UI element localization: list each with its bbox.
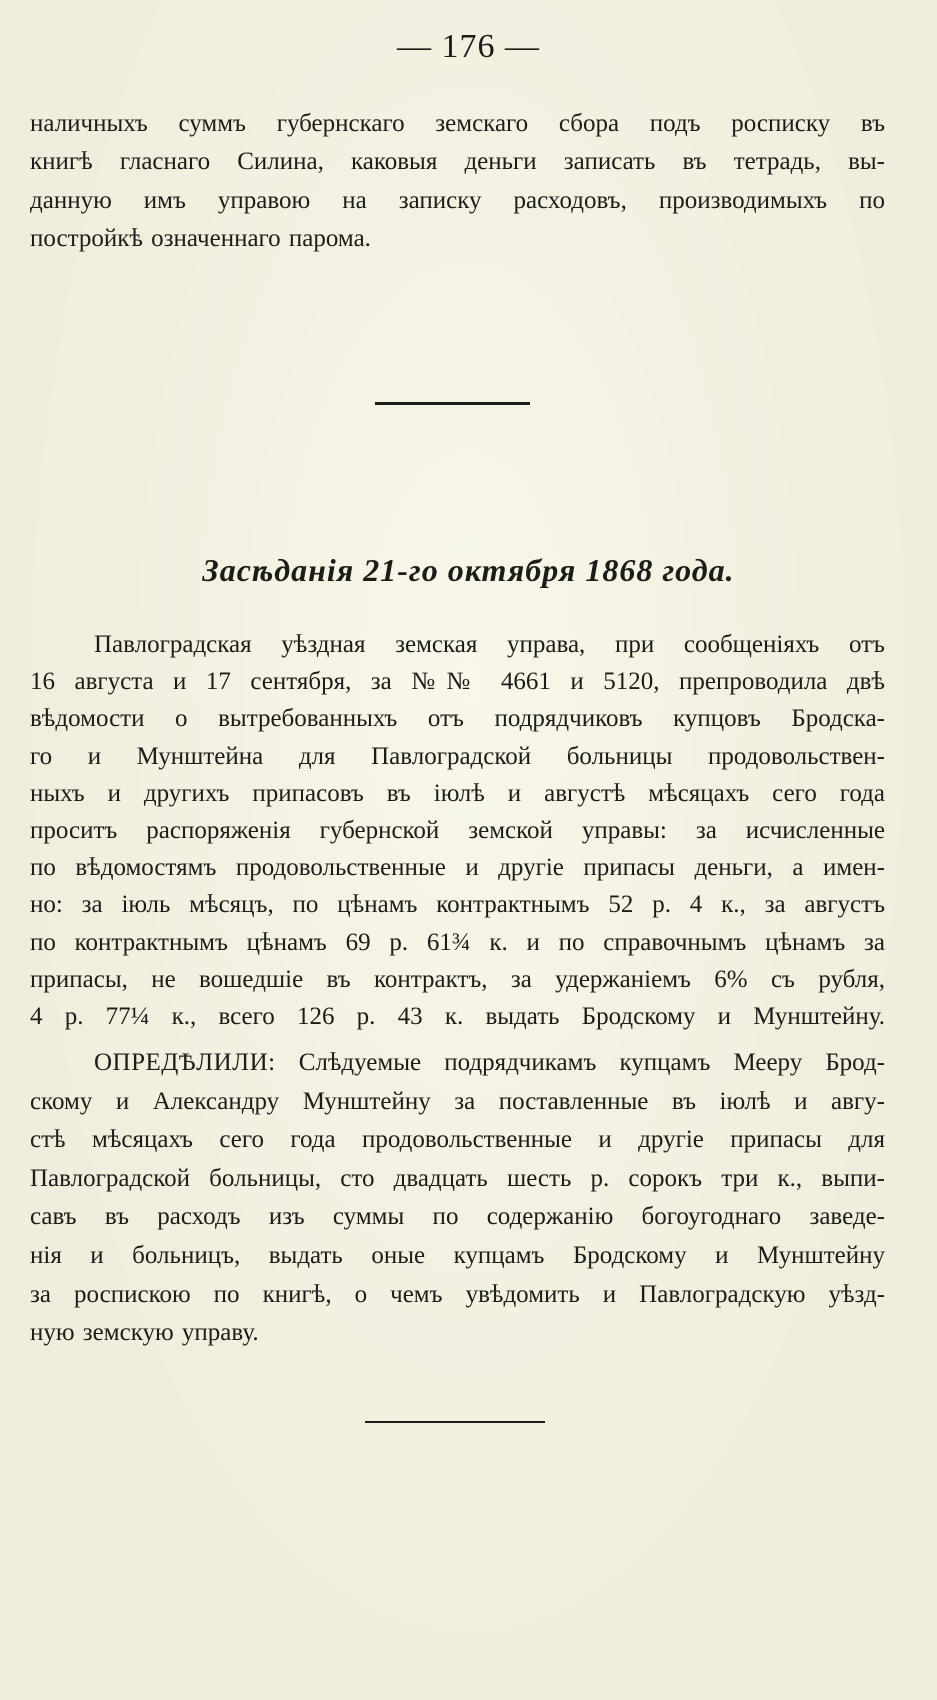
text-line: данную имъ управою на записку расходовъ, производимыхъ по xyxy=(30,186,885,214)
text-line: наличныхъ суммъ губернскаго земскаго сбора подъ росписку въ xyxy=(30,110,885,137)
resolution-label: ОПРЕДѢЛИЛИ: xyxy=(94,1049,276,1076)
paragraph-resolution xyxy=(30,1044,885,1353)
text-line: 4 р. 77¼ к., всего 126 р. 43 к. выдать Бродскому и Мунштейну. xyxy=(30,1003,885,1031)
text-line: савъ въ расходъ изъ суммы по содержанію богоугоднаго заведе- xyxy=(30,1203,885,1231)
text-line: книгѣ гласнаго Силина, каковыя деньги записать въ тетрадь, вы- xyxy=(30,148,885,176)
section-divider xyxy=(365,1421,545,1423)
text-line: скому и Александру Мунштейну за поставленные въ іюлѣ и авгу- xyxy=(30,1087,885,1115)
text-line: вѣдомости о вытребованныхъ отъ подрядчиковъ купцовъ Бродска- xyxy=(30,705,885,733)
text-line: 16 августа и 17 сентября, за №№ 4661 и 5120, препроводила двѣ xyxy=(30,668,885,696)
section-divider xyxy=(375,402,530,405)
text-fragment: Слѣдуемые подрядчикамъ купцамъ Мееру Брод- xyxy=(298,1049,886,1076)
text-line: ныхъ и другихъ припасовъ въ іюлѣ и августѣ мѣсяцахъ сего года xyxy=(30,779,885,807)
text-line: припасы, не вошедшіе въ контрактъ, за удержаніемъ 6% съ рубля, xyxy=(30,965,885,993)
text-line: постройкѣ означеннаго парома. xyxy=(30,224,371,252)
text-line: но: за іюль мѣсяцъ, по цѣнамъ контрактнымъ 52 р. 4 к., за августъ xyxy=(30,891,885,919)
session-heading: Засѣданія 21-го октября 1868 года. xyxy=(202,552,735,588)
paragraph-report xyxy=(30,626,885,1035)
text-line: по контрактнымъ цѣнамъ 69 р. 61¾ к. и по справочнымъ цѣнамъ за xyxy=(30,928,885,956)
text-line: нія и больницъ, выдать оные купцамъ Бродскому и Мунштейну xyxy=(30,1241,885,1269)
text-line xyxy=(30,1044,885,1083)
text-line: Павлоградская уѣздная земская управа, при сообщеніяхъ отъ xyxy=(94,631,885,658)
text-line: по вѣдомостямъ продовольственные и другіе припасы деньги, а имен- xyxy=(30,854,885,882)
text-line: Павлоградской больницы, сто двадцать шесть р. сорокъ три к., выпи- xyxy=(30,1164,885,1192)
text-line: проситъ распоряженія губернской земской управы: за исчисленные xyxy=(30,817,885,845)
text-line: ную земскую управу. xyxy=(30,1319,259,1347)
paragraph-continuation xyxy=(30,105,885,258)
text-line: стѣ мѣсяцахъ сего года продовольственные и другіе припасы для xyxy=(30,1126,885,1154)
text-line: за роспискою по книгѣ, о чемъ увѣдомить и Павлоградскую уѣзд- xyxy=(30,1280,885,1308)
text-line: го и Мунштейна для Павлоградской больницы продовольствен- xyxy=(30,742,885,770)
page-number: — 176 — xyxy=(397,28,540,65)
